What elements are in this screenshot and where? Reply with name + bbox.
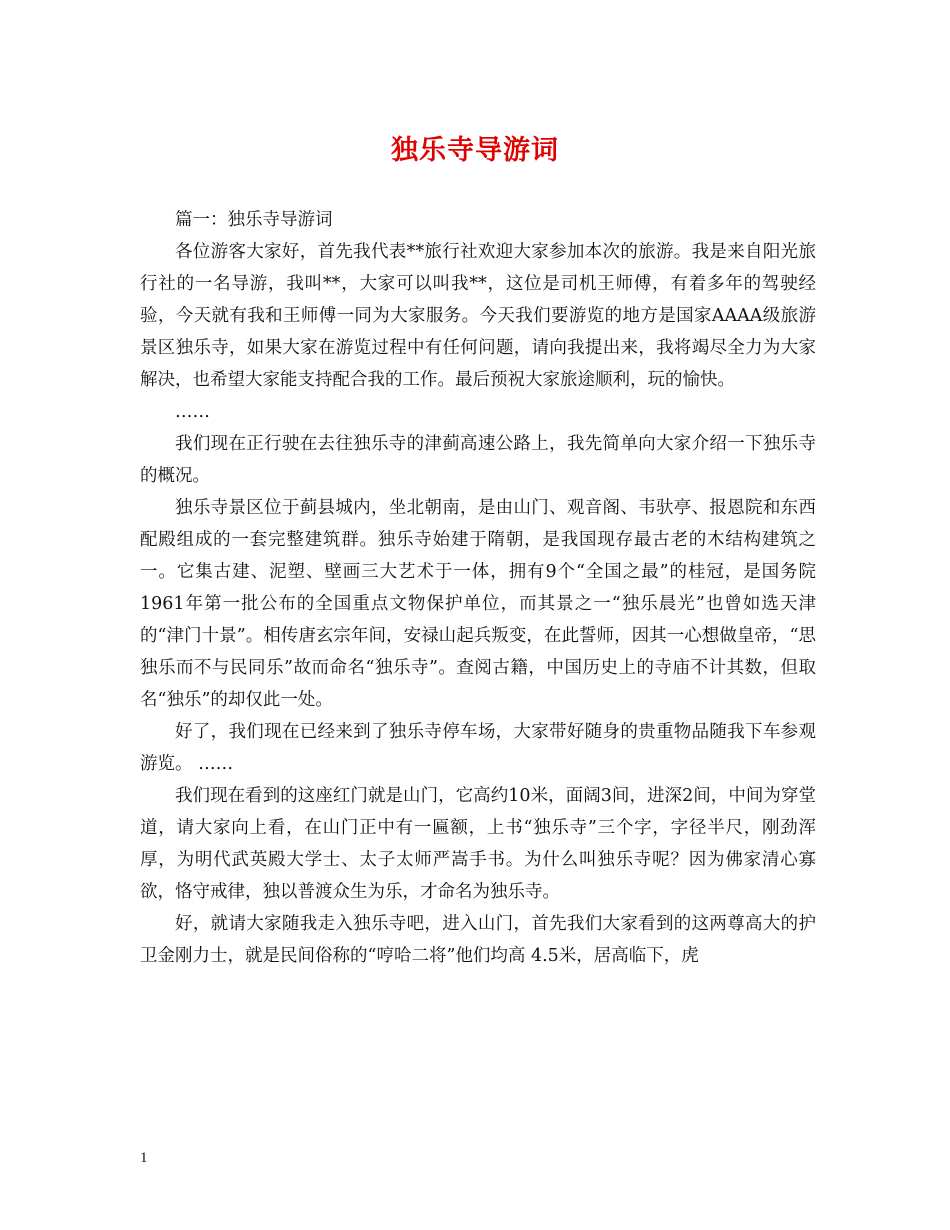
document-title: 独乐寺导游词: [391, 135, 559, 166]
ellipsis-paragraph: ……: [175, 402, 210, 422]
paragraph: 独乐寺景区位于蓟县城内，坐北朝南，是由山门、观音阁、韦驮亭、报恩院和东西配殿组成的一套完整建筑群。独乐寺始建于隋朝，是我国现存最古老的木结构建筑之一。它集古建、泥塑、壁画三大艺术于一体，拥有9个“全国之最”的桂冠，是国务院1961年第一批公布的全国重点文物保护单位，而其景之一“独乐晨光”也曾如选天津的“津门十景”。相传唐玄宗年间，安禄山起兵叛变，在此誓师，因其一心想做皇帝，“思独乐而不与民同乐”故而命名“独乐寺”。查阅古籍，中国历史上的寺庙不计其数，但取名“独乐”的却仅此一处。: [140, 498, 816, 710]
paragraph: 我们现在正行驶在去往独乐寺的津蓟高速公路上，我先简单向大家介绍一下独乐寺的概况。: [140, 434, 816, 486]
section-heading: 篇一：独乐寺导游词: [175, 210, 333, 230]
page-number: 1: [140, 1150, 148, 1166]
document-body: [140, 204, 816, 972]
paragraph: 我们现在看到的这座红门就是山门，它高约10米，面阔3间，进深2间，中间为穿堂道，请大家向上看，在山门正中有一匾额，上书“独乐寺”三个字，字径半尺，刚劲浑厚，为明代武英殿大学士、太子太师严嵩手书。为什么叫独乐寺呢？因为佛家清心寡欲，恪守戒律，独以普渡众生为乐，才命名为独乐寺。: [140, 786, 816, 902]
paragraph: 好，就请大家随我走入独乐寺吧，进入山门，首先我们大家看到的这两尊高大的护卫金刚力士，就是民间俗称的“哼哈二将”他们均高 4.5米，居高临下，虎: [140, 914, 816, 966]
paragraph: 好了，我们现在已经来到了独乐寺停车场，大家带好随身的贵重物品随我下车参观游览。 ……: [140, 722, 816, 774]
paragraph: 各位游客大家好，首先我代表**旅行社欢迎大家参加本次的旅游。我是来自阳光旅行社的一名导游，我叫**，大家可以叫我**，这位是司机王师傅，有着多年的驾驶经验，今天就有我和王师傅一同为大家服务。今天我们要游览的地方是国家AAAA级旅游景区独乐寺，如果大家在游览过程中有任何问题，请向我提出来，我将竭尽全力为大家解决，也希望大家能支持配合我的工作。最后预祝大家旅途顺利，玩的愉快。: [140, 242, 816, 390]
